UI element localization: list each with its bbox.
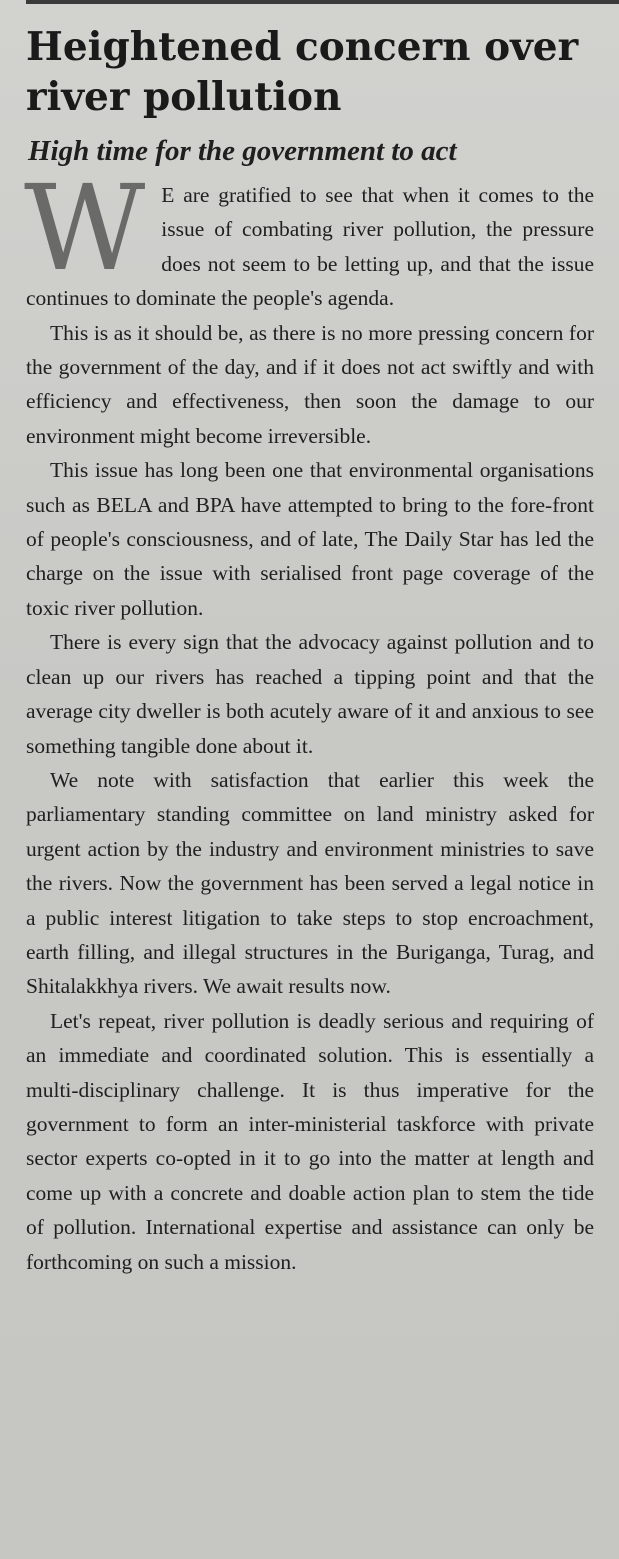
article-body (24, 159, 594, 1279)
article-paragraph-4: There is every sign that the advocacy against pollution and to clean up our rivers has reached a tipping point and that the average city dweller is both acutely aware of it and anxious to see something tangible done about it. (26, 630, 594, 758)
article-headline: Heightened concern over river pollution (26, 24, 579, 120)
article-subhead: High time for the government to act (28, 135, 457, 167)
bleed-through-strip (0, 1537, 619, 1559)
article-paragraph-6: Let's repeat, river pollution is deadly serious and requiring of an immediate and coordinated solution. This is essentially a multi-disciplinary challenge. It is thus imperative for the government to form an inter-ministerial taskforce with private sector experts co-opted in it to go into the matter at length and come up with a concrete and doable action plan to stem the tide of pollution. International expertise and assistance can only be forthcoming on such a mission. (26, 1008, 594, 1274)
article-paragraph-2: This is as it should be, as there is no more pressing concern for the government of the day, and if it does not act swiftly and with efficiency and effectiveness, then soon the damage to our environment might become irreversible. (26, 320, 594, 448)
top-rule (26, 0, 619, 4)
article-paragraph-3: This issue has long been one that environmental organisations such as BELA and BPA have attempted to bring to the fore-front of people's consciousness, and of late, The Daily Star has led the charge on the issue with serialised front page coverage of the toxic river pollution. (26, 458, 594, 620)
article-paragraph-5: We note with satisfaction that earlier this week the parliamentary standing committee on land ministry asked for urgent action by the industry and environment ministries to save the rivers. Now the government has been served a legal notice in a public interest litigation to take steps to stop encroachment, earth filling, and illegal structures in the Buriganga, Turag, and Shitalakkhya rivers. We await results now. (26, 767, 594, 999)
drop-cap: W (24, 159, 146, 297)
article-paragraph-1 (24, 159, 594, 316)
first-paragraph-text: E are gratified to see that when it comes to the issue of combating river pollution, the pressure does not seem to be letting up, and that the issue continues to dominate the people's agenda. (26, 183, 594, 311)
